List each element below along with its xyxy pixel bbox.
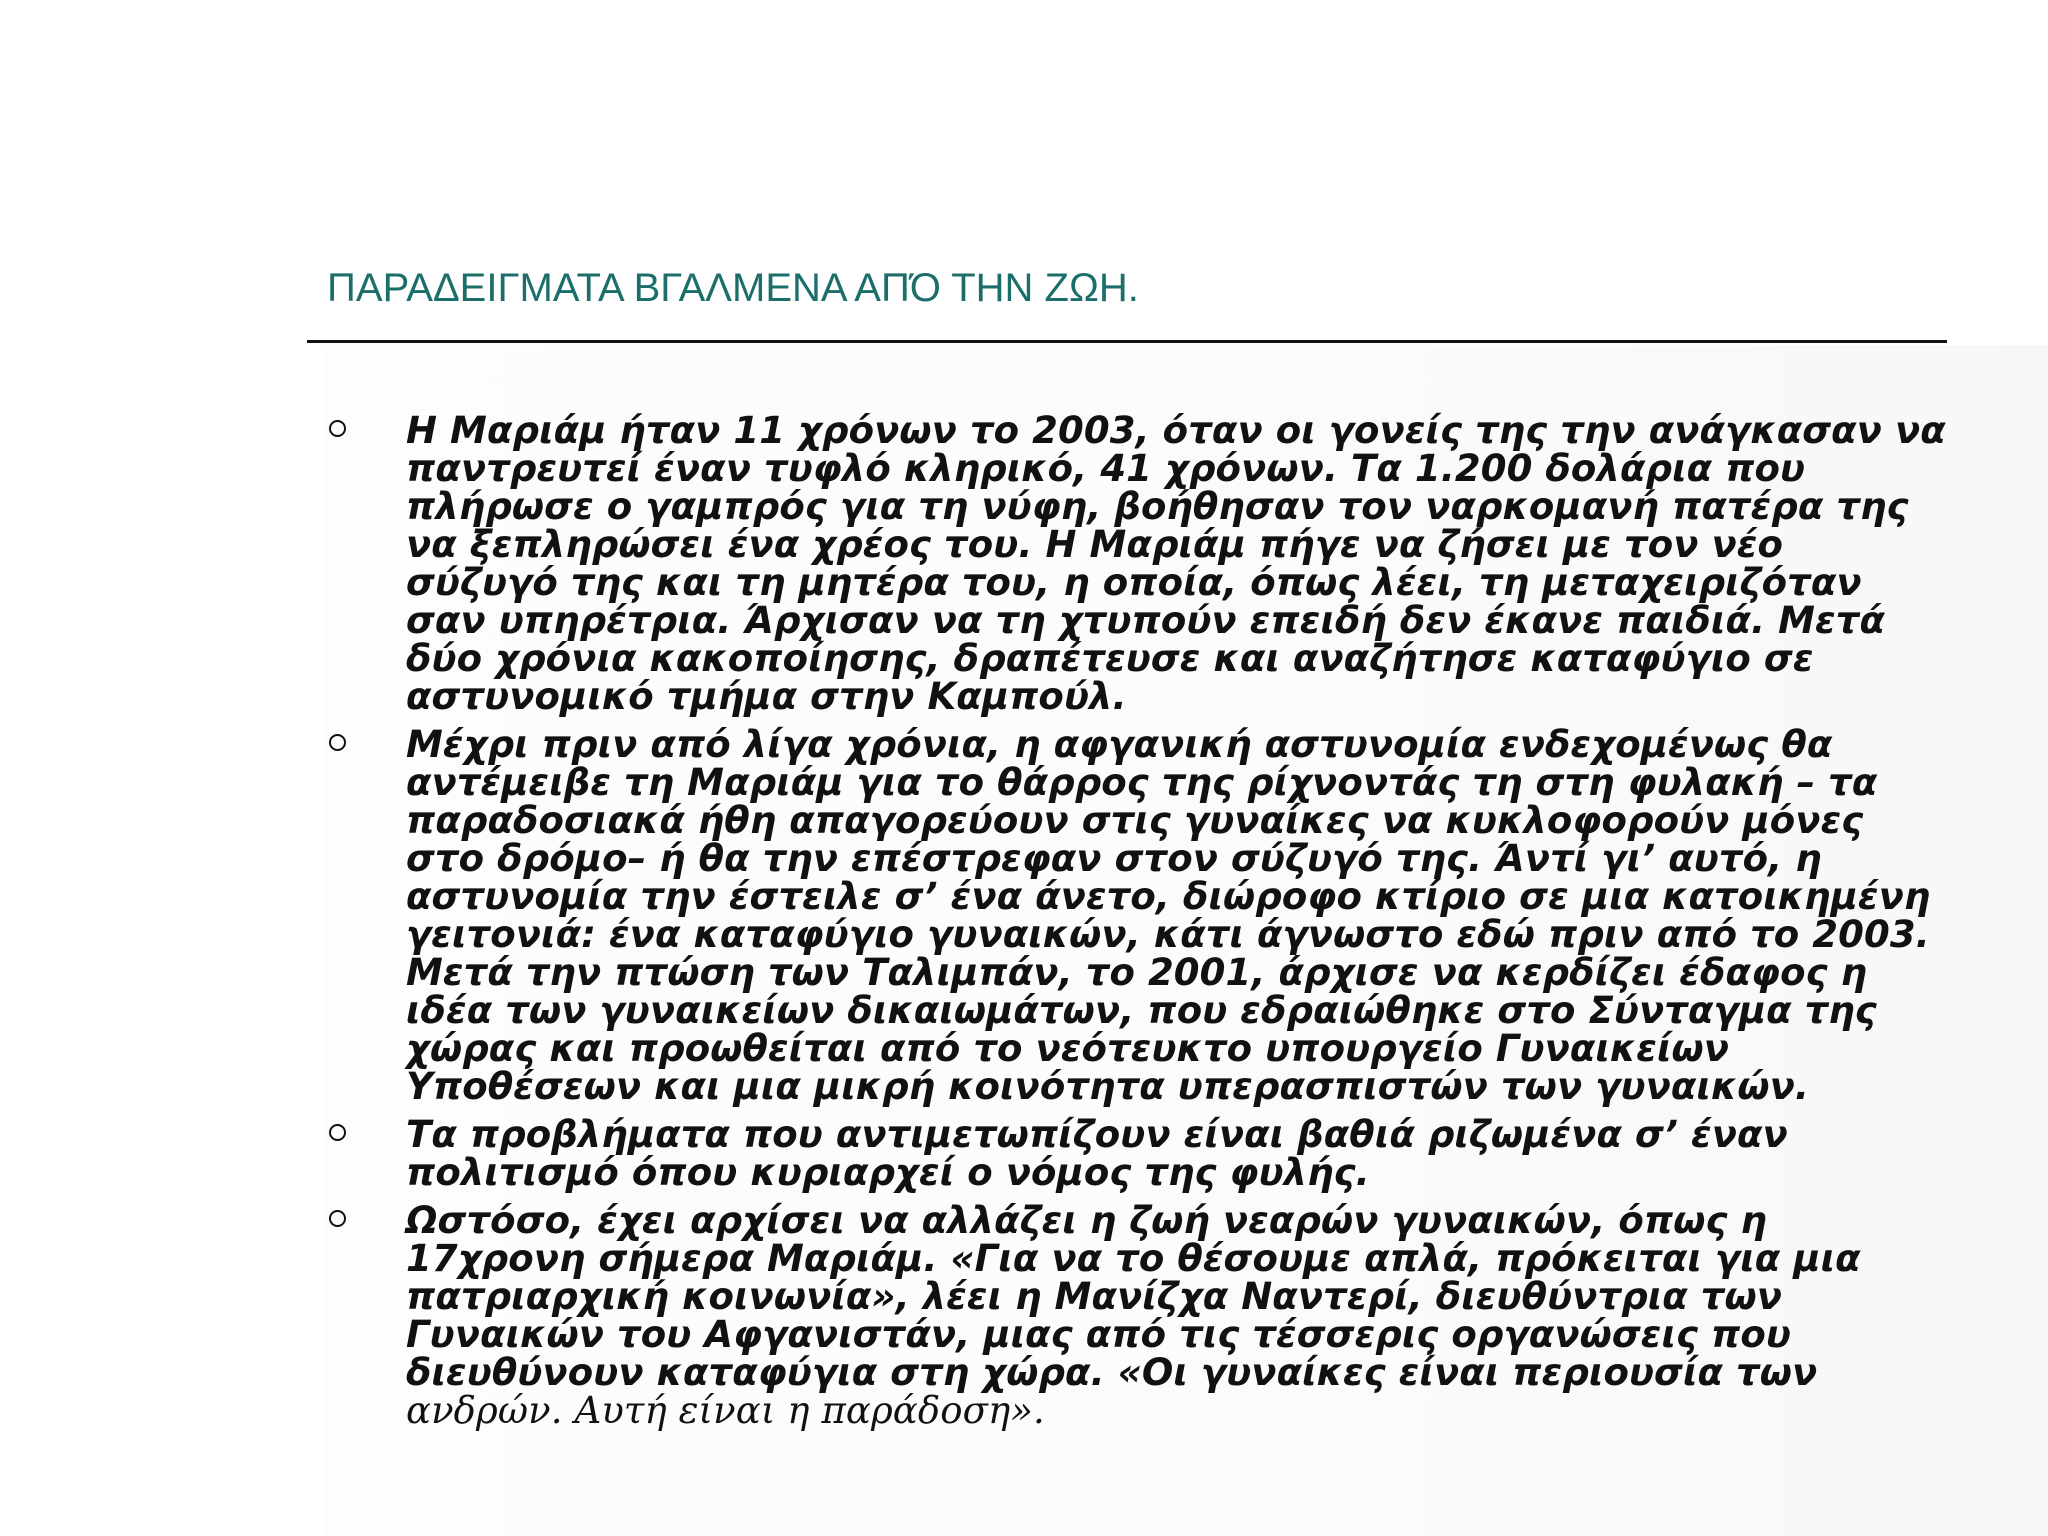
bullet-item [326, 409, 1946, 718]
bullet-circle-icon [329, 1124, 346, 1141]
bullet-item [326, 1113, 1946, 1194]
bullet-text: Τα προβλήματα που αντιμετωπίζουν είναι βαθιά ριζωμένα σ’ έναν πολιτισμό όπου κυριαρχεί ο νόμος της φυλής. [406, 1113, 1788, 1194]
bullet-circle-icon [329, 734, 346, 751]
bullet-text-main: Ωστόσο, έχει αρχίσει να αλλάζει η ζωή νεαρών γυναικών, όπως η 17χρονη σήμερα Μαριάμ. «Για να το θέσουμε απλά, πρόκειται για μια πατριαρχική κοινωνία», λέει η Μανίζχα Ναντερί, διευθύντρια των Γυναικών του Αφγανιστάν, μιας από τις τέσσερις οργανώσεις που διευθύνουν καταφύγια στη χώρα. «Οι γυναίκες είναι περιουσία των [406, 1199, 1861, 1394]
bullet-circle-icon [329, 420, 346, 437]
bullet-text: Μέχρι πριν από λίγα χρόνια, η αφγανική αστυνομία ενδεχομένως θα αντέμειβε τη Μαριάμ για το θάρρος της ρίχνοντάς τη στη φυλακή – τα παραδοσιακά ήθη απαγορεύουν στις γυναίκες να κυκλοφορούν μόνες στο δρόμο– ή θα την επέστρεφαν στον σύζυγό της. Άντί γι’ αυτό, η αστυνομία την έστειλε σ’ ένα άνετο, διώροφο κτίριο σε μια κατοικημένη γειτονιά: ένα καταφύγιο γυναικών, κάτι άγνωστο εδώ πριν από το 2003. Μετά την πτώση των Ταλιμπάν, το 2001, άρχισε να κερδίζει έδαφος η ιδέα των γυναικείων δικαιωμάτων, που εδραιώθηκε στο Σύνταγμα της χώρας και προωθείται από το νεότευκτο υπουργείο Γυναικείων Υποθέσεων και μια μικρή κοινότητα υπερασπιστών των γυναικών. [406, 723, 1931, 1108]
slide-title: ΠΑΡΑΔΕΙΓΜΑΤΑ ΒΓΑΛΜΕΝΑ ΑΠΌ ΤΗΝ ΖΩΗ. [327, 266, 1139, 310]
title-divider [307, 340, 1947, 343]
bullet-item [326, 723, 1946, 1108]
bullet-text: Η Μαριάμ ήταν 11 χρόνων το 2003, όταν οι γονείς της την ανάγκασαν να παντρευτεί έναν τυφλό κληρικό, 41 χρόνων. Τα 1.200 δολάρια που πλήρωσε ο γαμπρός για τη νύφη, βοήθησαν τον ναρκομανή πατέρα της να ξεπληρώσει ένα χρέος του. Η Μαριάμ πήγε να ζήσει με τον νέο σύζυγό της και τη μητέρα του, η οποία, όπως λέει, τη μεταχειριζόταν σαν υπηρέτρια. Άρχισαν να τη χτυπούν επειδή δεν έκανε παιδιά. Μετά δύο χρόνια κακοποίησης, δραπέτευσε και αναζήτησε καταφύγιο σε αστυνομικό τμήμα στην Καμπούλ. [406, 409, 1946, 718]
bullet-circle-icon [329, 1210, 346, 1227]
bullet-text [406, 1199, 1946, 1432]
bullet-item [326, 1199, 1946, 1432]
bullet-text-serif-tail: ανδρών. Αυτή είναι η παράδοση». [406, 1389, 1045, 1432]
bullet-list [326, 409, 1946, 1440]
